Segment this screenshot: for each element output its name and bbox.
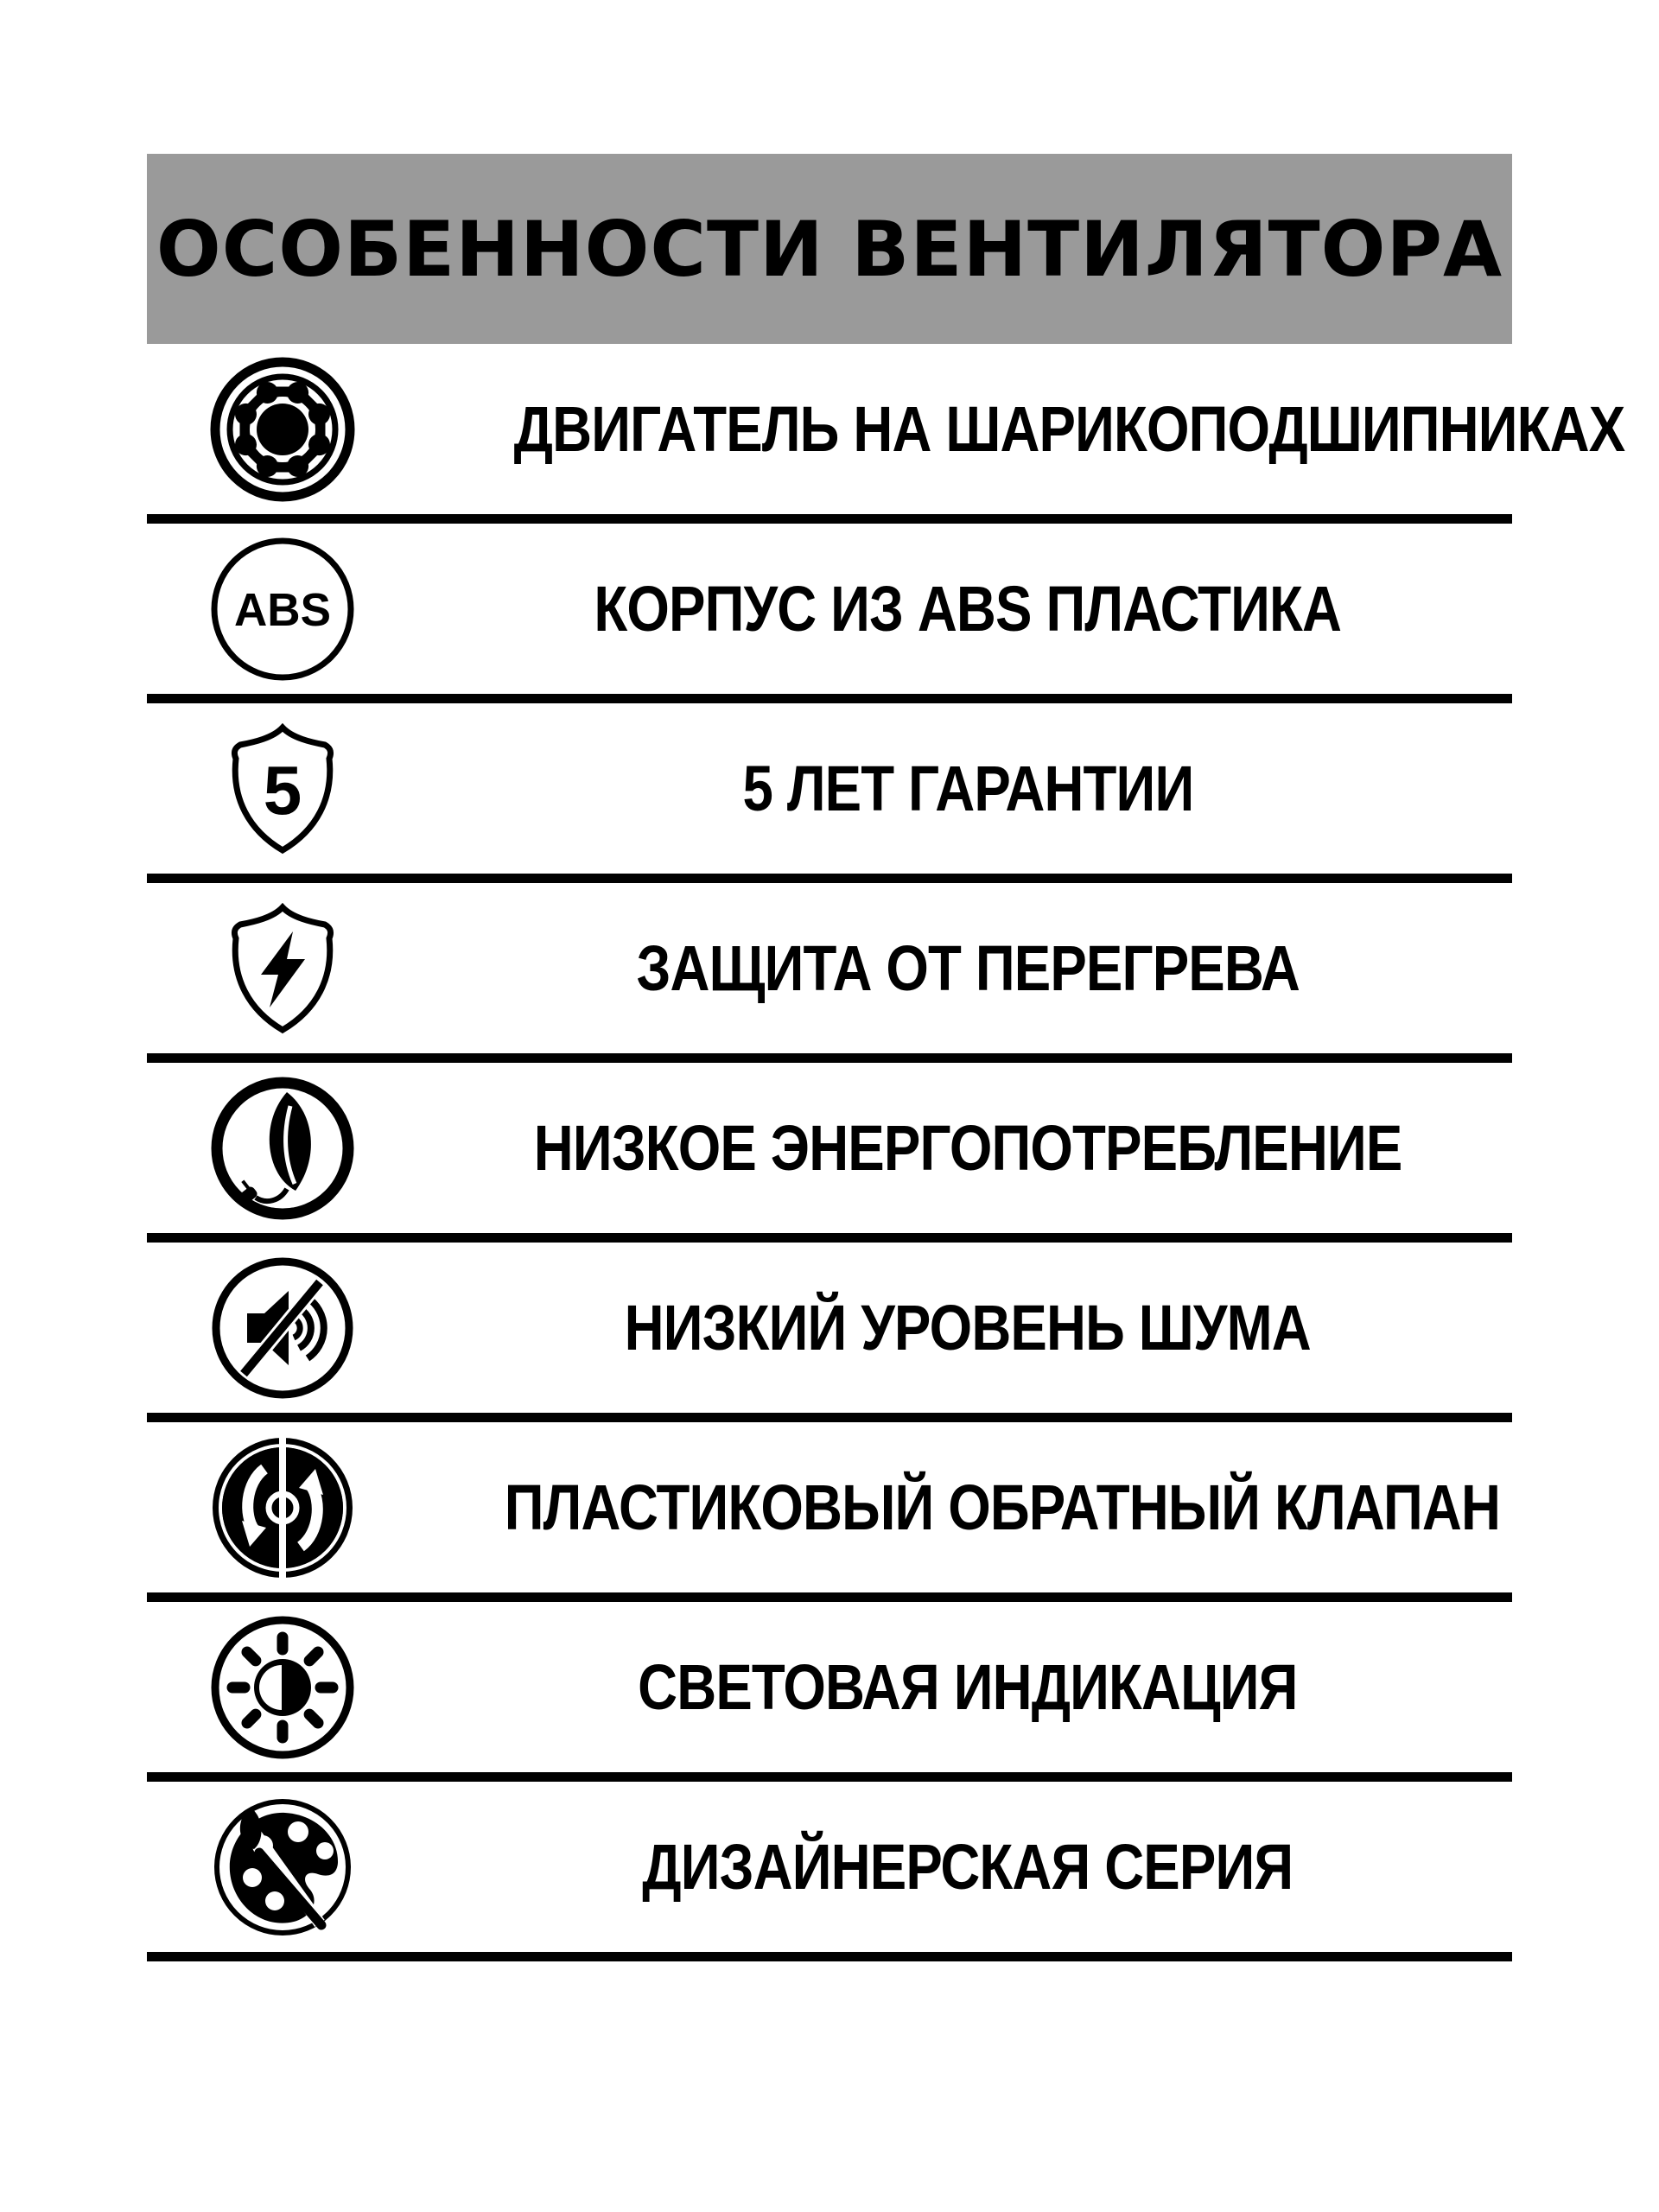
feature-label-box <box>356 1291 1512 1364</box>
warranty-shield-icon <box>209 715 356 862</box>
header-bar <box>147 154 1512 344</box>
abs-plastic-icon <box>209 536 356 683</box>
feature-label: ДВИГАТЕЛЬ НА ШАРИКОПОДШИПНИКАХ <box>513 393 1625 465</box>
feature-row-abs <box>147 524 1512 703</box>
feature-row-eco <box>147 1063 1512 1243</box>
feature-row-designer <box>147 1782 1512 1961</box>
feature-label-box <box>356 931 1512 1005</box>
feature-label: ДИЗАЙНЕРСКАЯ СЕРИЯ <box>642 1831 1294 1903</box>
feature-row-ball-bearing <box>147 344 1625 524</box>
feature-label-box <box>356 1650 1512 1724</box>
feature-row-warranty <box>147 703 1512 883</box>
feature-label: 5 ЛЕТ ГАРАНТИИ <box>742 753 1193 824</box>
feature-label: ЗАЩИТА ОТ ПЕРЕГРЕВА <box>636 932 1300 1004</box>
page-title: ОСОБЕННОСТИ ВЕНТИЛЯТОРА <box>156 204 1503 294</box>
ball-bearing-icon <box>209 356 356 503</box>
overheat-protection-shield-icon <box>209 895 356 1042</box>
feature-label: ПЛАСТИКОВЫЙ ОБРАТНЫЙ КЛАПАН <box>504 1471 1501 1543</box>
feature-row-check-valve <box>147 1422 1512 1602</box>
warranty-icon-text: 5 <box>263 751 302 829</box>
muted-speaker-icon <box>209 1255 356 1402</box>
light-indicator-icon <box>209 1614 356 1761</box>
feature-label-box <box>356 392 1659 466</box>
feature-row-overheat <box>147 883 1512 1063</box>
feature-label-box <box>356 1830 1512 1904</box>
feature-label: НИЗКОЕ ЭНЕРГОПОТРЕБЛЕНИЕ <box>533 1112 1402 1184</box>
abs-icon-text: ABS <box>234 583 331 636</box>
feature-label-box <box>356 572 1512 645</box>
feature-label: НИЗКИЙ УРОВЕНЬ ШУМА <box>624 1292 1312 1363</box>
feature-label-box <box>356 752 1512 825</box>
feature-row-low-noise <box>147 1243 1512 1422</box>
feature-row-light <box>147 1602 1512 1782</box>
feature-label: СВЕТОВАЯ ИНДИКАЦИЯ <box>638 1651 1298 1723</box>
designer-palette-icon <box>209 1794 356 1941</box>
feature-label: КОРПУС ИЗ ABS ПЛАСТИКА <box>594 573 1342 645</box>
features-infographic <box>147 0 1625 1961</box>
eco-leaf-plug-icon <box>209 1075 356 1222</box>
feature-label-box <box>356 1111 1512 1185</box>
check-valve-icon <box>209 1434 356 1581</box>
feature-label-box <box>356 1471 1581 1544</box>
